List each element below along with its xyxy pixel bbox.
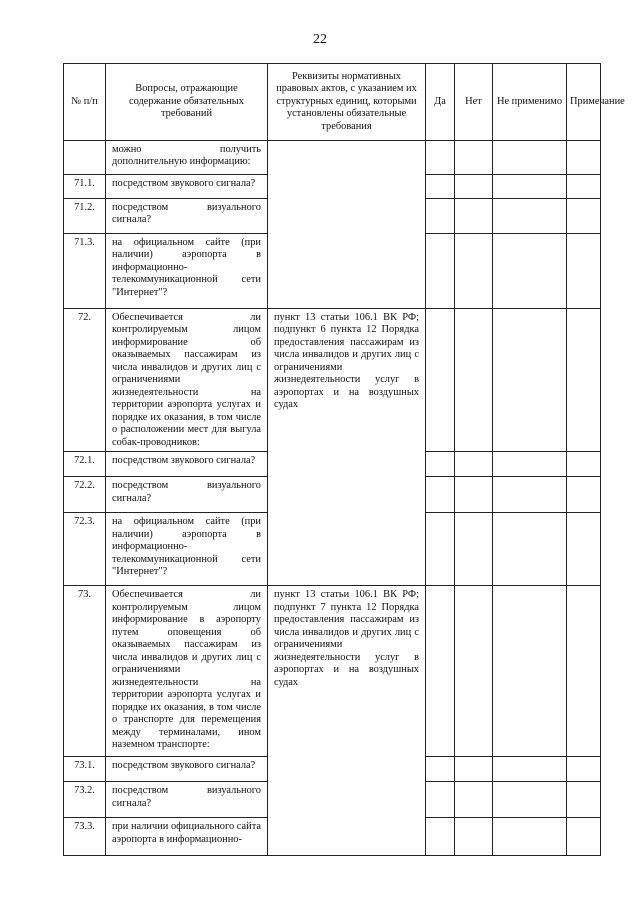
cell-note[interactable]: [567, 586, 601, 757]
cell-note[interactable]: [567, 175, 601, 199]
cell-no[interactable]: [455, 782, 493, 818]
cell-yes[interactable]: [426, 513, 455, 586]
cell-note[interactable]: [567, 199, 601, 234]
cell-yes[interactable]: [426, 757, 455, 782]
row-num: [64, 141, 106, 175]
table-row: [64, 586, 601, 757]
row-question: посредством визуального сигнала?: [106, 477, 268, 513]
cell-not-applicable[interactable]: [493, 477, 567, 513]
row-num: 71.3.: [64, 234, 106, 309]
row-num: 72.3.: [64, 513, 106, 586]
cell-note[interactable]: [567, 452, 601, 477]
row-requisites: пункт 13 статьи 106.1 ВК РФ; подпункт 6 пункта 12 Порядка предоставления пассажирам из числа инвалидов и других лиц с ограничениями жизнедеятельности услуг в аэропортах и на воздушных судах: [268, 309, 426, 586]
cell-not-applicable[interactable]: [493, 452, 567, 477]
cell-yes[interactable]: [426, 234, 455, 309]
cell-not-applicable[interactable]: [493, 782, 567, 818]
header-no: Нет: [455, 64, 493, 141]
row-num: 71.2.: [64, 199, 106, 234]
row-requisites: пункт 13 статьи 106.1 ВК РФ; подпункт 7 пункта 12 Порядка предоставления пассажирам из числа инвалидов и других лиц с ограничениями жизнедеятельности услуг в аэропортах и на воздушных судах: [268, 586, 426, 856]
row-question: на официальном сайте (при наличии) аэропорта в информационно-телекоммуникационной сети "Интернет"?: [106, 234, 268, 309]
row-num: 72.: [64, 309, 106, 452]
cell-no[interactable]: [455, 586, 493, 757]
cell-no[interactable]: [455, 477, 493, 513]
row-question: посредством звукового сигнала?: [106, 757, 268, 782]
cell-yes[interactable]: [426, 818, 455, 856]
row-num: 72.2.: [64, 477, 106, 513]
row-question: посредством звукового сигнала?: [106, 175, 268, 199]
cell-note[interactable]: [567, 513, 601, 586]
cell-no[interactable]: [455, 452, 493, 477]
checklist-table: [63, 63, 625, 856]
cell-note[interactable]: [567, 757, 601, 782]
cell-yes[interactable]: [426, 199, 455, 234]
cell-no[interactable]: [455, 175, 493, 199]
table-row: [64, 141, 601, 175]
cell-no[interactable]: [455, 818, 493, 856]
row-question: Обеспечивается ли контролируемым лицом информирование в аэропорту путем оповещения об оказываемых пассажирам из числа инвалидов и других лиц с ограничениями жизнедеятельности на территории аэропорта услугах и порядке их оказания, в том числе о транспорте для перемещения между терминалами, ином наземном транспорте:: [106, 586, 268, 757]
cell-note[interactable]: [567, 818, 601, 856]
row-num: 73.2.: [64, 782, 106, 818]
row-question: посредством визуального сигнала?: [106, 199, 268, 234]
cell-note[interactable]: [567, 234, 601, 309]
cell-yes[interactable]: [426, 452, 455, 477]
cell-not-applicable[interactable]: [493, 818, 567, 856]
row-num: 71.1.: [64, 175, 106, 199]
row-num: 73.1.: [64, 757, 106, 782]
cell-note[interactable]: [567, 477, 601, 513]
header-yes: Да: [426, 64, 455, 141]
cell-yes[interactable]: [426, 175, 455, 199]
cell-no[interactable]: [455, 757, 493, 782]
cell-not-applicable[interactable]: [493, 513, 567, 586]
page-number: 22: [313, 32, 327, 47]
cell-note[interactable]: [567, 309, 601, 452]
cell-not-applicable[interactable]: [493, 309, 567, 452]
row-question: посредством звукового сигнала?: [106, 452, 268, 477]
cell-note[interactable]: [567, 141, 601, 175]
cell-no[interactable]: [455, 141, 493, 175]
row-num: 73.3.: [64, 818, 106, 856]
cell-not-applicable[interactable]: [493, 175, 567, 199]
row-question: можно получить дополнительную информацию:: [106, 141, 268, 175]
cell-not-applicable[interactable]: [493, 757, 567, 782]
cell-yes[interactable]: [426, 141, 455, 175]
table-row: [64, 309, 601, 452]
cell-yes[interactable]: [426, 477, 455, 513]
cell-yes[interactable]: [426, 586, 455, 757]
row-question: посредством визуального сигнала?: [106, 782, 268, 818]
row-question: Обеспечивается ли контролируемым лицом информирование об оказываемых пассажирам из числа инвалидов и других лиц с ограничениями жизнедеятельности на территории аэропорта услугах и порядке их оказания, в том числе о расположении мест для выгула собак-проводников:: [106, 309, 268, 452]
cell-no[interactable]: [455, 513, 493, 586]
cell-yes[interactable]: [426, 309, 455, 452]
cell-no[interactable]: [455, 199, 493, 234]
cell-not-applicable[interactable]: [493, 234, 567, 309]
row-num: 72.1.: [64, 452, 106, 477]
cell-not-applicable[interactable]: [493, 586, 567, 757]
cell-not-applicable[interactable]: [493, 199, 567, 234]
row-requisites: [268, 141, 426, 309]
row-question: при наличии официального сайта аэропорта в информационно-: [106, 818, 268, 856]
header-note: Примечание: [567, 64, 601, 141]
cell-no[interactable]: [455, 309, 493, 452]
header-requisites: Реквизиты нормативных правовых актов, с указанием их структурных единиц, которыми установлены обязательные требования: [268, 64, 426, 141]
row-question: на официальном сайте (при наличии) аэропорта в информационно-телекоммуникационной сети "Интернет"?: [106, 513, 268, 586]
header-num: № п/п: [64, 64, 106, 141]
header-not-applicable: Не применимо: [493, 64, 567, 141]
header-question: Вопросы, отражающие содержание обязательных требований: [106, 64, 268, 141]
cell-note[interactable]: [567, 782, 601, 818]
row-num: 73.: [64, 586, 106, 757]
cell-not-applicable[interactable]: [493, 141, 567, 175]
cell-yes[interactable]: [426, 782, 455, 818]
cell-no[interactable]: [455, 234, 493, 309]
